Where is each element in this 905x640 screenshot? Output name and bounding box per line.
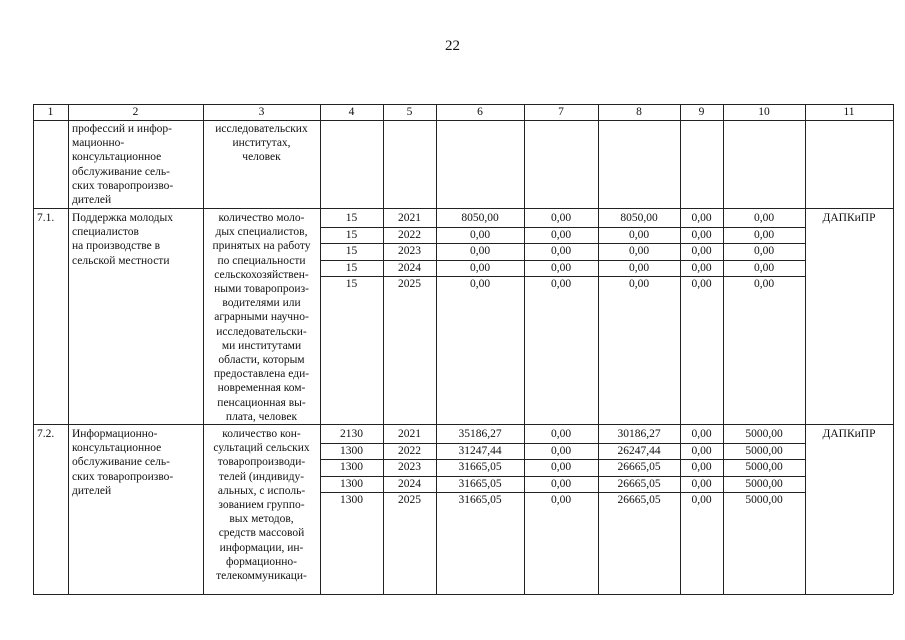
cell-col-4: 15 (345, 228, 358, 241)
cell-col-6: 31665,05 (458, 461, 502, 473)
continuation-name-line: ских товаропроизво- (72, 179, 174, 192)
cell-col-6: 31665,05 (458, 477, 502, 490)
cell-col-9: 0,00 (691, 461, 712, 473)
row-indicator-line: количество моло- (218, 212, 305, 224)
cell-col-10: 0,00 (753, 228, 775, 241)
row-indicator-line: формационно- (225, 555, 298, 568)
continuation-name-line: дителей (72, 194, 112, 206)
cell-col-6: 35186,27 (458, 428, 502, 440)
cell-col-5: 2024 (398, 477, 421, 490)
cell-col-5: 2022 (398, 444, 421, 457)
column-rule (805, 104, 806, 594)
continuation-indicator-line: человек (242, 151, 281, 164)
column-rule (436, 104, 437, 594)
cell-col-4: 15 (345, 261, 358, 274)
cell-col-6: 31665,05 (458, 494, 502, 506)
cell-col-10: 5000,00 (745, 477, 783, 490)
row-indicator-line: зованием группо- (218, 499, 305, 511)
column-header-7: 7 (558, 106, 564, 118)
cell-col-9: 0,00 (691, 494, 712, 506)
row-rule (33, 424, 893, 425)
cell-col-8: 0,00 (628, 261, 650, 274)
row-indicator-line: количество кон- (222, 428, 301, 440)
row-indicator-line: принятых на работу (212, 240, 311, 253)
cell-col-6: 0,00 (469, 228, 491, 241)
row-rule (33, 208, 893, 209)
cell-col-6: 31247,44 (458, 444, 502, 457)
row-indicator-line: новременная ком- (217, 382, 306, 395)
cell-col-4: 1300 (340, 444, 363, 457)
row-executor: ДАПКиПР (822, 428, 876, 440)
cell-col-9: 0,00 (691, 261, 712, 274)
cell-col-8: 26247,44 (617, 444, 661, 457)
row-name-line: сельской местности (72, 254, 170, 267)
row-indicator-line: по специальности (217, 254, 306, 267)
row-number: 7.1. (37, 212, 55, 224)
cell-col-9: 0,00 (691, 228, 712, 241)
table-bottom-rule (33, 594, 893, 595)
continuation-name-line: мационно- (72, 137, 125, 150)
row-indicator-line: плата, человек (225, 410, 298, 423)
cell-col-10: 0,00 (753, 278, 775, 290)
column-header-9: 9 (698, 106, 705, 118)
continuation-name-line: консультационное (72, 151, 162, 164)
row-indicator-line: ми институтами (221, 339, 302, 352)
cell-col-7: 0,00 (550, 444, 572, 457)
row-name-line: Поддержка молодых (72, 212, 173, 224)
cell-col-10: 5000,00 (745, 461, 783, 473)
cell-col-9: 0,00 (691, 428, 712, 440)
row-indicator-line: ными товаропроиз- (214, 283, 309, 295)
row-indicator-line: альных, с исполь- (217, 484, 306, 497)
column-header-8: 8 (636, 106, 642, 118)
cell-col-6: 0,00 (469, 245, 491, 257)
row-name-line: консультационное (72, 442, 162, 455)
column-rule (598, 104, 599, 594)
cell-col-9: 0,00 (691, 212, 712, 224)
row-indicator-line: аграрными научно- (214, 311, 309, 324)
row-name-line: на производстве в (72, 240, 161, 253)
cell-col-10: 0,00 (753, 212, 775, 224)
cell-col-6: 0,00 (469, 261, 491, 274)
cell-col-5: 2022 (398, 228, 421, 241)
program-table (33, 104, 893, 594)
column-rule (893, 104, 894, 594)
row-indicator-line: водителями или (222, 297, 301, 310)
row-indicator-line: пенсационная вы- (217, 396, 306, 409)
continuation-name-line: обслуживание сель- (72, 165, 170, 178)
column-rule (68, 104, 69, 594)
cell-col-6: 0,00 (469, 278, 491, 290)
cell-col-10: 0,00 (753, 245, 775, 257)
cell-col-7: 0,00 (550, 278, 572, 290)
cell-col-9: 0,00 (691, 444, 712, 457)
row-indicator-line: средств массовой (218, 527, 305, 540)
cell-col-7: 0,00 (550, 494, 572, 506)
column-rule (680, 104, 681, 594)
row-indicator-line: телей (индивиду- (218, 470, 305, 483)
cell-col-5: 2021 (398, 212, 421, 224)
continuation-name-line: профессий и инфор- (72, 123, 173, 135)
header-rule (33, 120, 893, 121)
cell-col-5: 2025 (398, 278, 421, 290)
row-number: 7.2. (37, 428, 55, 440)
column-header-6: 6 (477, 106, 483, 118)
row-indicator-line: дых специалистов, (215, 226, 308, 239)
row-indicator-line: вых методов, (229, 513, 294, 526)
cell-col-10: 5000,00 (745, 494, 783, 506)
column-rule (723, 104, 724, 594)
column-rule (33, 104, 34, 594)
cell-col-5: 2024 (398, 261, 421, 274)
cell-col-7: 0,00 (550, 212, 572, 224)
cell-col-8: 0,00 (628, 228, 650, 241)
cell-col-8: 30186,27 (617, 428, 661, 440)
column-header-5: 5 (406, 106, 413, 118)
cell-col-5: 2023 (398, 245, 421, 257)
cell-col-4: 15 (345, 278, 358, 290)
cell-col-8: 26665,05 (617, 494, 661, 506)
row-name-line: Информационно- (72, 428, 158, 440)
column-header-4: 4 (348, 106, 355, 118)
cell-col-10: 0,00 (753, 261, 775, 274)
cell-col-8: 26665,05 (617, 477, 661, 490)
cell-col-7: 0,00 (550, 228, 572, 241)
row-indicator-line: информации, ин- (219, 541, 304, 554)
cell-col-6: 8050,00 (461, 212, 499, 224)
cell-col-7: 0,00 (550, 428, 572, 440)
row-indicator-line: сельскохозяйствен- (214, 268, 309, 281)
row-indicator-line: исследовательски- (216, 325, 307, 338)
column-rule (524, 104, 525, 594)
row-indicator-line: сультаций сельских (213, 442, 310, 455)
cell-col-5: 2025 (398, 494, 421, 506)
row-indicator-line: предоставлена еди- (213, 368, 310, 381)
cell-col-5: 2023 (398, 461, 421, 473)
column-header-3: 3 (258, 106, 265, 118)
page-number: 22 (445, 38, 460, 54)
cell-col-8: 26665,05 (617, 461, 661, 473)
row-indicator-line: товаропроизводи- (217, 456, 306, 469)
row-executor: ДАПКиПР (822, 212, 876, 224)
cell-col-7: 0,00 (550, 245, 572, 257)
cell-col-8: 0,00 (628, 278, 650, 290)
cell-col-7: 0,00 (550, 461, 572, 473)
cell-col-4: 15 (345, 245, 358, 257)
column-header-1: 1 (47, 106, 54, 118)
cell-col-9: 0,00 (691, 245, 712, 257)
continuation-indicator-line: исследовательских (215, 123, 308, 135)
cell-col-7: 0,00 (550, 477, 572, 490)
column-header-11: 11 (843, 106, 855, 118)
row-name-line: обслуживание сель- (72, 456, 170, 469)
cell-col-10: 5000,00 (745, 428, 783, 440)
cell-col-9: 0,00 (691, 477, 712, 490)
row-name-line: ских товаропроизво- (72, 470, 174, 483)
cell-col-4: 1300 (340, 477, 363, 490)
column-rule (383, 104, 384, 594)
row-name-line: дителей (72, 484, 112, 497)
column-header-2: 2 (132, 106, 139, 118)
cell-col-7: 0,00 (550, 261, 572, 274)
column-header-10: 10 (758, 106, 770, 118)
row-indicator-line: области, которым (218, 354, 305, 366)
cell-col-4: 1300 (340, 461, 363, 473)
cell-col-10: 5000,00 (745, 444, 783, 457)
cell-col-4: 15 (345, 212, 358, 224)
cell-col-5: 2021 (398, 428, 421, 440)
cell-col-4: 2130 (340, 428, 363, 440)
cell-col-9: 0,00 (691, 278, 712, 290)
cell-col-4: 1300 (340, 494, 363, 506)
column-rule (320, 104, 321, 594)
row-indicator-line: телекоммуникаци- (216, 570, 307, 582)
row-name-line: специалистов (72, 226, 139, 239)
cell-col-8: 0,00 (628, 245, 650, 257)
continuation-indicator-line: институтах, (232, 137, 291, 150)
cell-col-8: 8050,00 (620, 212, 658, 224)
